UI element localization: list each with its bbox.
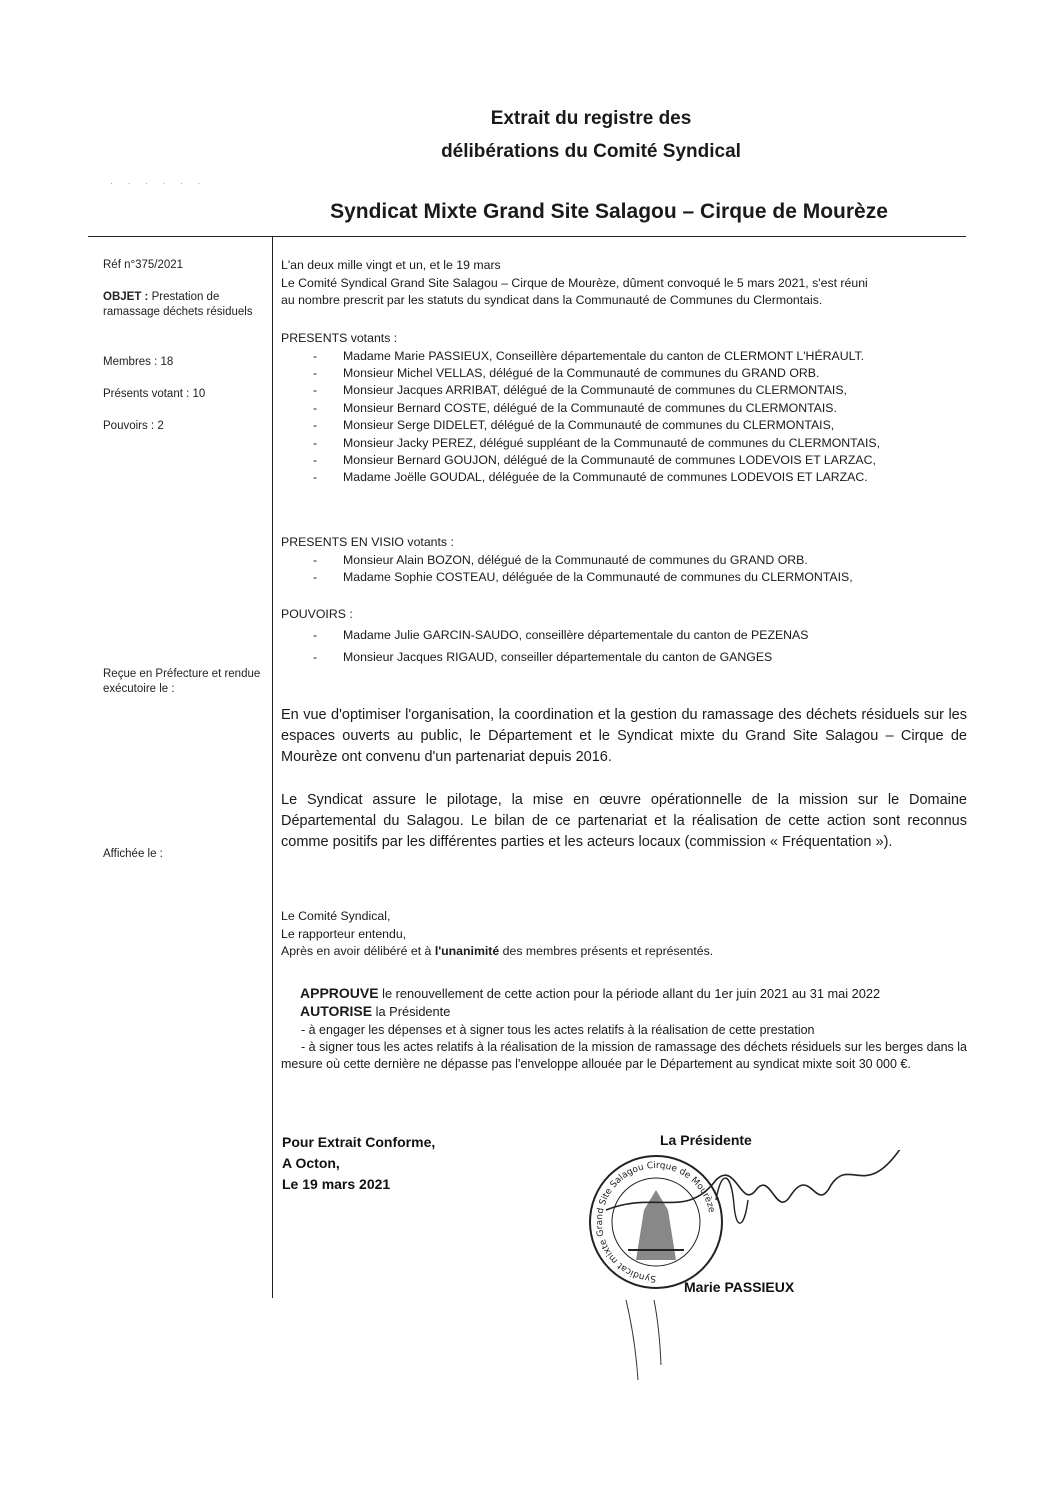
present-voters-list [281, 348, 967, 487]
top-rule [88, 236, 966, 237]
reference-number: Réf n°375/2021 [103, 259, 184, 271]
list-item: - Monsieur Serge DIDELET, délégué de la Communauté de communes du CLERMONTAIS, [313, 418, 835, 433]
intro-location: au nombre prescrit par les statuts du syndicat dans la Communauté de Communes du Clermontais. [281, 293, 823, 307]
present-visio-heading: PRESENTS EN VISIO votants : [281, 535, 454, 549]
proxies-heading: POUVOIRS : [281, 607, 353, 621]
president-title: La Présidente [660, 1132, 752, 1148]
authorization-item-1: - à engager les dépenses et à signer tous les actes relatifs à la réalisation de cette prestation [301, 1023, 815, 1037]
authorization-items [281, 1022, 967, 1073]
list-item: - Monsieur Jacky PEREZ, délégué suppléant de la Communauté de communes du CLERMONTAIS, [313, 435, 880, 450]
seal-text: Syndicat mixte Grand Site Salagou Cirque de Mourèze [595, 1160, 717, 1284]
paragraph-context: En vue d'optimiser l'organisation, la coordination et la gestion du ramassage des déchets résiduels sur les espaces ouverts au public, le Département et le Syndicat mixte du Grand Site Salagou – Cirque de Mourèze ont convenu d'un partenariat depuis 2016. [281, 707, 967, 765]
paragraph-assessment: Le Syndicat assure le pilotage, la mise en œuvre opérationnelle de la mission sur le Domaine Départemental du Salagou. Le bilan de ce partenariat et la réalisation de cette action sont reconnus comme positifs par les différentes parties et les acteurs locaux (commission « Fréquentation »). [281, 792, 967, 850]
present-voters-section [281, 330, 967, 487]
autorise-line: AUTORISE la Présidente [300, 1002, 451, 1019]
list-item: - Monsieur Jacques RIGAUD, conseiller départementale du canton de GANGES [313, 649, 773, 664]
intro-block [281, 257, 967, 310]
members-count: Membres : 18 [103, 356, 174, 368]
autorise-keyword: AUTORISE [300, 1002, 373, 1019]
official-seal [566, 1150, 966, 1395]
present-visio-section [281, 534, 967, 586]
syndicate-name: Syndicat Mixte Grand Site Salagou – Cirque de Mourèze [330, 200, 888, 223]
certification-block [282, 1132, 435, 1195]
posted-date: Affichée le : [103, 848, 163, 860]
intro-date: L'an deux mille vingt et un, et le 19 mars [281, 258, 501, 272]
list-item: - Madame Joëlle GOUDAL, déléguée de la Communauté de communes LODEVOIS ET LARZAC. [313, 470, 868, 485]
present-voters-count: Présents votant : 10 [103, 388, 206, 400]
decision-vote: Après en avoir délibéré et à l'unanimité des membres présents et représentés. [281, 944, 714, 958]
document-title-line-2: délibérations du Comité Syndical [441, 141, 741, 162]
list-item: - Monsieur Jacques ARRIBAT, délégué de la Communauté de communes du CLERMONTAIS, [313, 383, 847, 398]
seal-and-signature-graphic [566, 1150, 966, 1390]
present-visio-list [281, 552, 967, 587]
decision-preamble [281, 908, 967, 961]
decision-committee: Le Comité Syndical, [281, 909, 391, 923]
list-item: - Madame Sophie COSTEAU, déléguée de la Communauté de communes du CLERMONTAIS, [313, 569, 853, 584]
document-title-line-1: Extrait du registre des [490, 108, 692, 129]
signing-date: Le 19 mars 2021 [282, 1176, 391, 1192]
object-label: OBJET : [103, 291, 149, 303]
proxies-list [281, 624, 967, 668]
decision-rapporteur: Le rapporteur entendu, [281, 926, 407, 941]
certification-line: Pour Extrait Conforme, [282, 1134, 436, 1150]
list-item: - Madame Marie PASSIEUX, Conseillère départementale du canton de CLERMONT L'HÉRAULT. [313, 348, 865, 363]
list-item: - Monsieur Bernard COSTE, délégué de la Communauté de communes du CLERMONTAIS. [313, 400, 837, 415]
intro-convocation: Le Comité Syndical Grand Site Salagou – Cirque de Mourèze, dûment convoqué le 5 mars 2021, s'est réuni [281, 275, 868, 290]
present-voters-heading: PRESENTS votants : [281, 331, 398, 345]
president-name: Marie PASSIEUX [684, 1279, 795, 1295]
list-item: - Monsieur Michel VELLAS, délégué de la Communauté de communes du GRAND ORB. [313, 365, 820, 380]
signing-place: A Octon, [282, 1155, 340, 1171]
prefecture-received: Reçue en Préfecture et rendue exécutoire le : [103, 668, 261, 695]
approuve-line: APPROUVE le renouvellement de cette action pour la période allant du 1er juin 2021 au 31 mai 2022 [300, 985, 881, 1001]
decision-articles [300, 985, 970, 1020]
proxies-count: Pouvoirs : 2 [103, 420, 164, 432]
list-item: - Monsieur Bernard GOUJON, délégué de la Communauté de communes LODEVOIS ET LARZAC, [313, 452, 876, 467]
authorization-item-2: - à signer tous les actes relatifs à la réalisation de la mission de ramassage des déchets résiduels sur les berges dans la mesure où cette dernière ne dépasse pas l'enveloppe allouée par le Département au syndicat mixte soit 30 000 €. [281, 1040, 967, 1071]
proxies-section [281, 606, 967, 668]
list-item: - Monsieur Alain BOZON, délégué de la Communauté de communes du GRAND ORB. [313, 552, 808, 567]
unanimity-text: l'unanimité [434, 944, 500, 958]
object-text: Prestation de ramassage déchets résiduels [103, 291, 253, 318]
list-item: - Madame Julie GARCIN-SAUDO, conseillère départementale du canton de PEZENAS [313, 627, 809, 642]
scan-specks: · · · · · · [110, 178, 207, 188]
approuve-keyword: APPROUVE [300, 985, 379, 1001]
object-block [103, 290, 263, 320]
column-divider [272, 236, 273, 1298]
